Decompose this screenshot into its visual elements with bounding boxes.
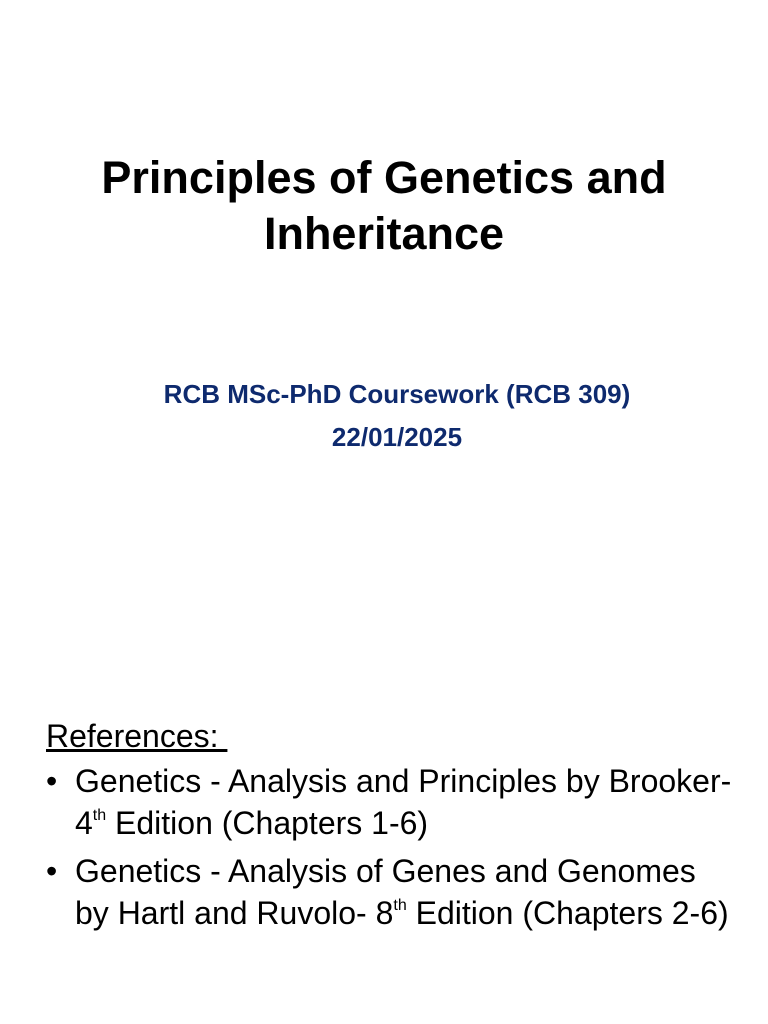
references-heading: References:	[46, 718, 228, 754]
course-code: RCB MSc-PhD Coursework (RCB 309)	[163, 379, 631, 409]
slide-subtitle	[60, 373, 734, 459]
superscript: th	[92, 807, 107, 824]
reference-text: Genetics - Analysis and Principles by Brooker- 4	[75, 763, 732, 841]
superscript: th	[393, 897, 407, 914]
slide-title	[40, 150, 728, 262]
bullet-icon: •	[46, 763, 58, 799]
reference-text: Edition (Chapters 1-6)	[106, 805, 429, 841]
reference-text: Genetics - Analysis of Genes and Genomes by Hartl and Ruvolo- 8	[75, 853, 696, 931]
references-list	[46, 760, 736, 934]
lecture-date: 22/01/2025	[331, 422, 463, 452]
list-item	[46, 760, 736, 844]
bullet-icon: •	[46, 853, 58, 889]
reference-text: Edition (Chapters 2-6)	[406, 895, 729, 931]
title-line: Inheritance	[263, 208, 505, 259]
list-item	[46, 850, 736, 934]
references-section	[46, 714, 736, 940]
title-line: Principles of Genetics and	[101, 152, 667, 203]
